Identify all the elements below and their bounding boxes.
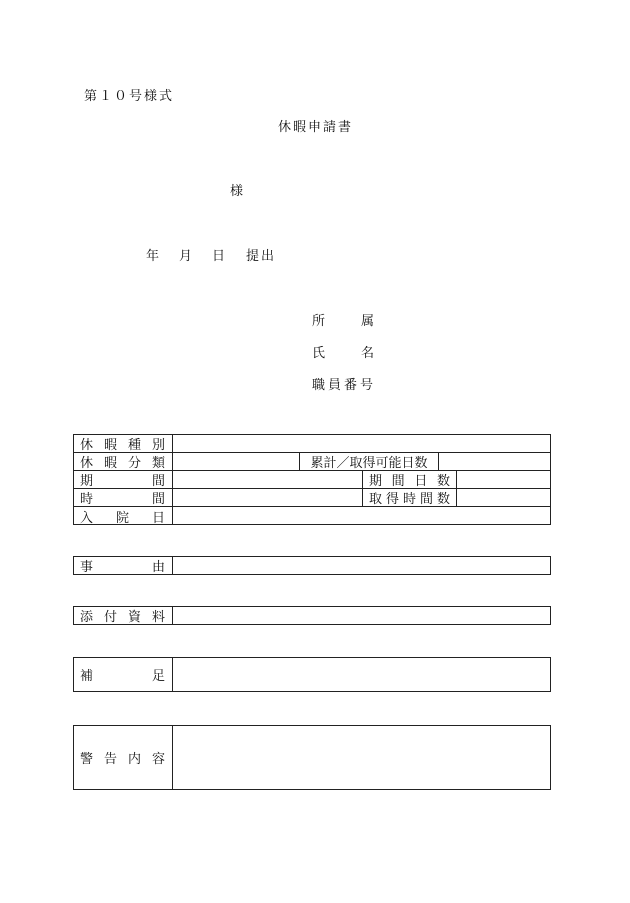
hospitalization-label: 入 院 日: [74, 507, 173, 525]
staff-number-label: 職 員 番 号: [312, 378, 374, 393]
period-days-label: 期 間 日 数: [363, 471, 457, 488]
period-days-field[interactable]: [457, 471, 550, 488]
warning-label: 警 告 内 容: [74, 726, 173, 789]
addressee-suffix: 様: [230, 184, 244, 199]
hospitalization-row: [74, 507, 550, 525]
period-label: 期 間: [74, 471, 173, 488]
reason-box: [73, 556, 551, 575]
supplement-box: [73, 657, 551, 692]
leave-category-label: 休 暇 分 類: [74, 453, 173, 470]
cumulative-field[interactable]: [439, 453, 550, 470]
period-row: [74, 471, 550, 489]
submitted-label: 提出: [246, 249, 277, 264]
leave-type-label: 休 暇 種 別: [74, 435, 173, 452]
document-title: 休暇申請書: [278, 120, 354, 135]
leave-type-field[interactable]: [173, 435, 550, 452]
date-month-label: 月: [179, 249, 193, 264]
reason-field[interactable]: [173, 557, 550, 574]
leave-type-row: [74, 435, 550, 453]
supplement-field[interactable]: [173, 658, 550, 691]
reason-label: 事 由: [74, 557, 173, 574]
name-label: 氏 名: [312, 346, 375, 361]
warning-box: [73, 725, 551, 790]
cumulative-label: 累計／取得可能日数: [300, 453, 439, 470]
leave-category-row: [74, 453, 550, 471]
date-day-label: 日: [212, 249, 226, 264]
time-label: 時 間: [74, 489, 173, 506]
attachments-box: [73, 606, 551, 625]
leave-details-table: [73, 434, 551, 525]
hours-taken-label: 取 得 時 間 数: [363, 489, 457, 506]
supplement-label: 補 足: [74, 658, 173, 691]
form-number: 第１０号様式: [84, 89, 175, 104]
time-field[interactable]: [173, 489, 363, 506]
date-year-label: 年: [146, 249, 160, 264]
department-label: 所 属: [312, 314, 375, 329]
hours-taken-field[interactable]: [457, 489, 550, 506]
period-field[interactable]: [173, 471, 363, 488]
attachments-field[interactable]: [173, 607, 550, 624]
leave-category-field[interactable]: [173, 453, 300, 470]
attachments-label: 添 付 資 料: [74, 607, 173, 624]
hospitalization-field[interactable]: [173, 507, 550, 525]
time-row: [74, 489, 550, 507]
warning-field[interactable]: [173, 726, 550, 789]
